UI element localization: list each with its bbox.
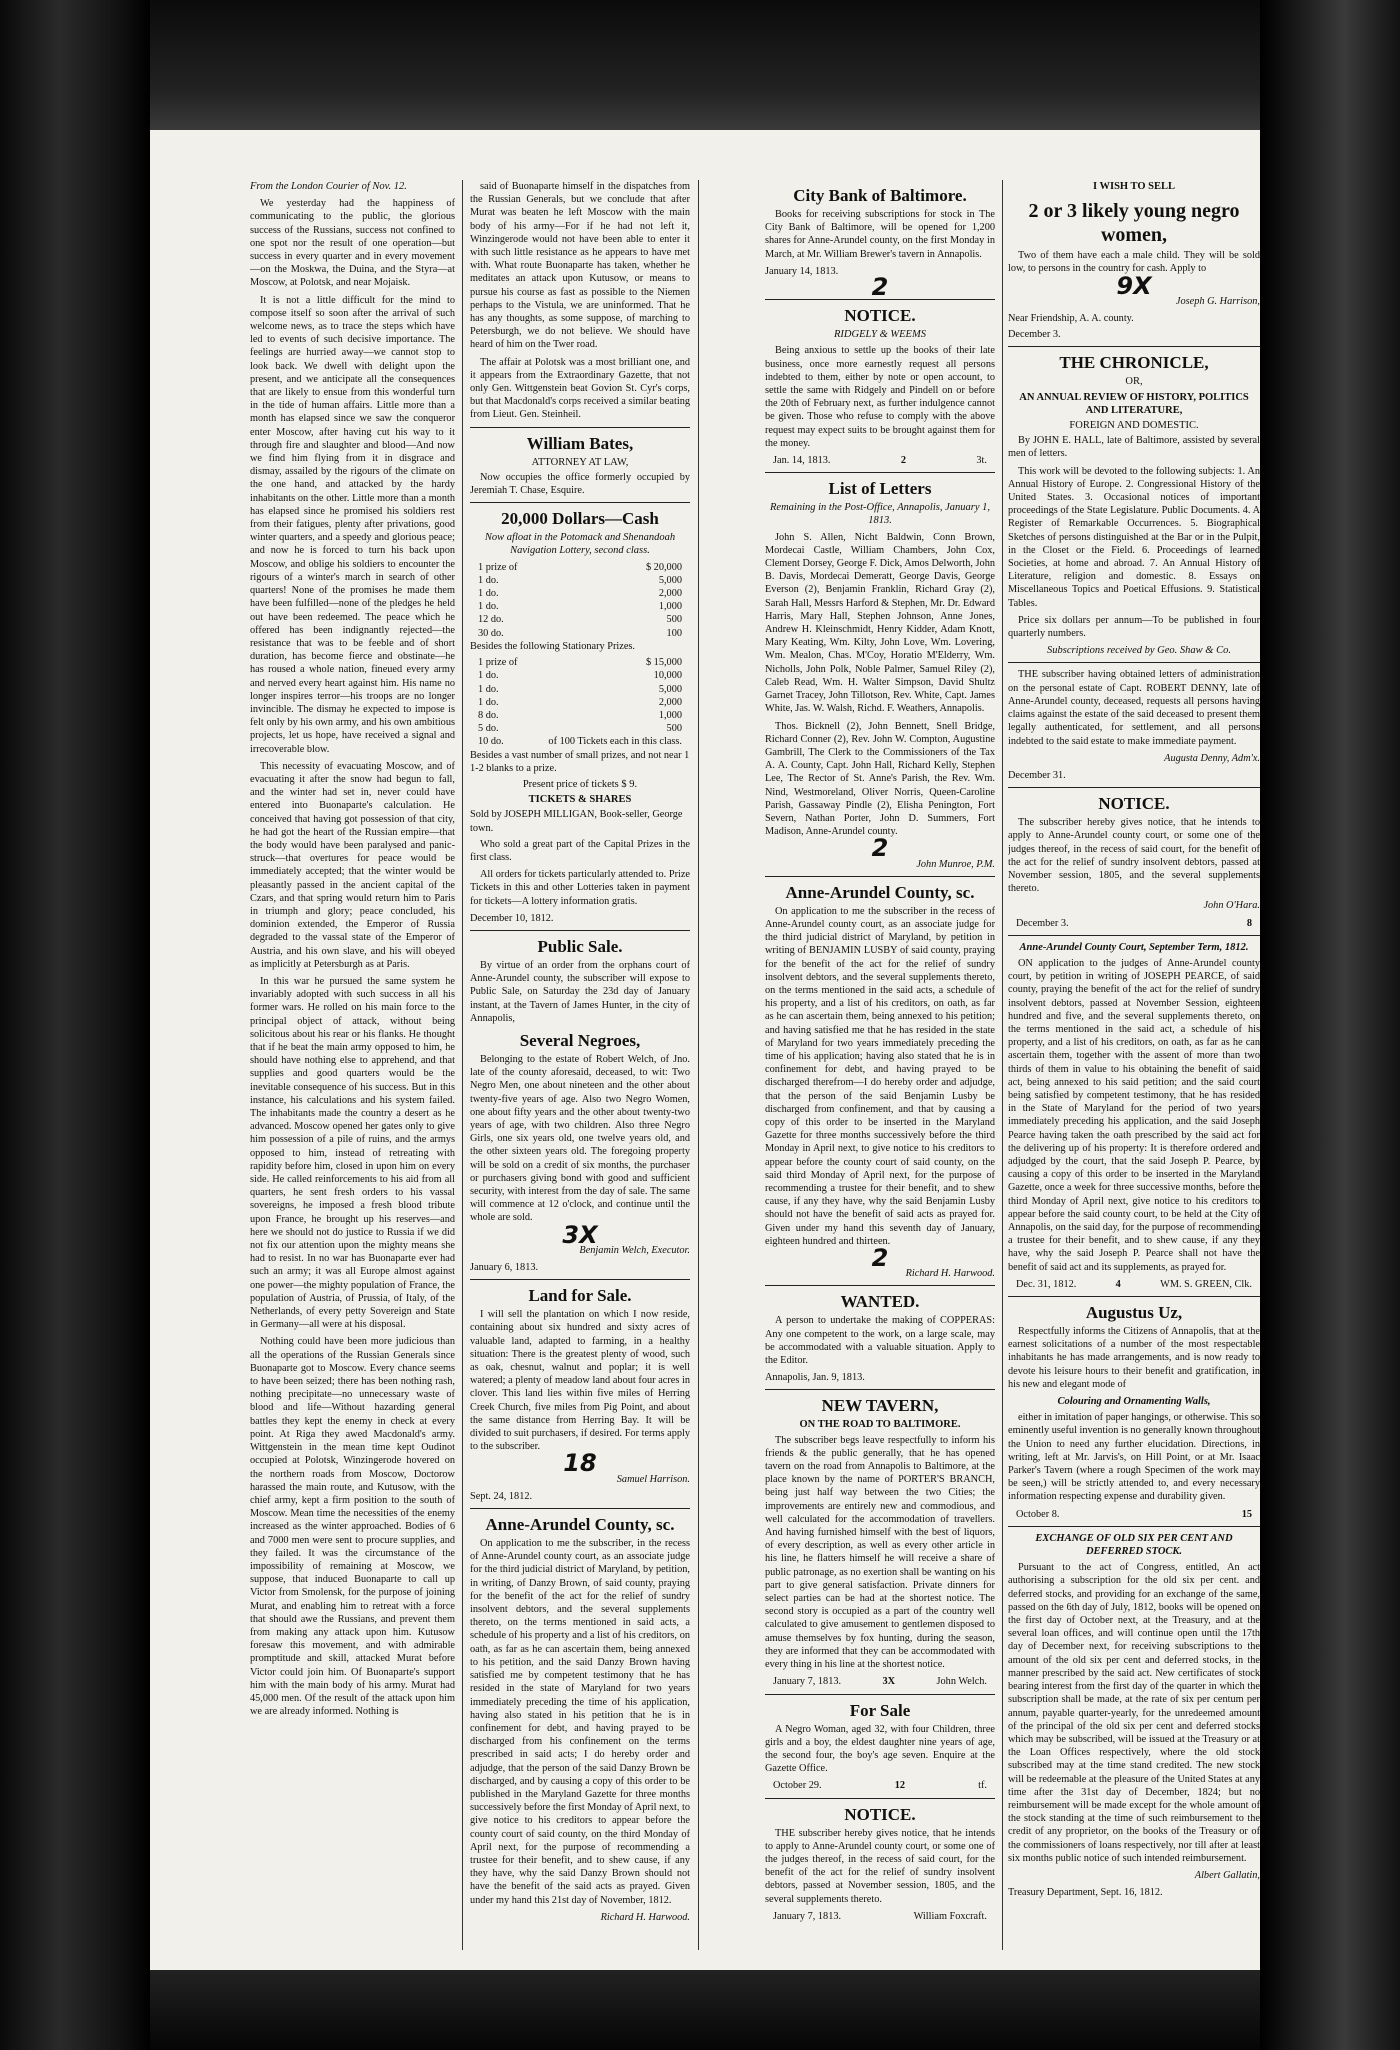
wanted-text: A person to undertake the making of COPPERAS: Any one competent to the work, on a large scale, may be accommodated with a valuable situation. Apply to the Editor. [765,1315,995,1367]
wanted-title: WANTED. [840,1292,920,1312]
sell-place: Near Friendship, A. A. county. [1008,313,1134,325]
prize-row: 1 do. 1,000 [478,601,682,613]
tavern-text: The subscriber begs leave respectfully to inform his friends & the public generally, that he has opened tavern on the road from Annapolis to Baltimore, at the place known by the name of PORTER'S BRANCH, being just half way between the two Cities; the improvements are entirely new and commodious, and well calculated for the accommodation of travellers. And having furnished himself with the best of liquors, of every description, as well as every other article in his line, he flatters himself he will receive a share of public patronage, as no exertion shall be wanting on his part to give general satisfaction. Private dinners for select parties can be had at the shortest notice. The second story is occupied as a part of the country well calculated to give amusement to gentlemen disposed to amuse themselves by fox hunting, during the season, they are informed that they can be accommodated with every thing in his line at the shortest notice. [765,1434,995,1671]
prize-row: 1 prize of $ 20,000 [478,561,682,573]
notice-title: NOTICE. [844,306,916,326]
notice-footer: January 7, 1813. William Foxcraft. [773,1910,987,1922]
ink-mark: 18 [563,1449,597,1478]
land-sale-date: Sept. 24, 1812. [470,1490,533,1502]
uz-text: Respectfully informs the Citizens of Annapolis, that at the earnest solicitations of a number of the most respectable inhabitants he has made arrangements, and is now ready to devote his leisure hours to their benefit and gratification, in his new and elegant mode of [1008,1326,1260,1390]
lottery-subtitle: Now afloat in the Potomack and Shenandoah Navigation Lottery, second class. [484,532,676,557]
exchange-text: Pursuant to the act of Congress, entitled, An act authorising a subscription for the old six per cent. and deferred stocks, and providing for an exchange of the same, passed on the 6th day of July, 1812, books will be opened on the first day of October next, at the Treasury, and at the several loan offices, and will continue open until the 17th day of December next, for receiving subscriptions to the amount of the old six per cent and deferred stocks, in the manner prescribed by the said act. New certificates of stock bearing interest from the first day of the quarter in which the subscription shall be made, at the rate of six per centum per annum, payable quarter-yearly, for the unredeemed amount of the principal of the old six per cent and deferred stocks which may be subscribed, will be issued at the Treasury or at the Loan Offices respectively, where the old stock subscribed may at the time stand credited. The new stock will be redeemable at the pleasure of the United States at any time after the 31st day of December, 1824; but no reimbursement will be made except for the whole amount of the stock standing at the time of such reimbursement to the credit of any proprietor, on the books of the Treasury or of the commissioners of loans respectively, nor till after at least six months public notice of such intended reimbursement. [1008,1562,1260,1864]
uz-footer: October 8. 15 [1016,1508,1252,1520]
divider [1008,662,1260,663]
prize-row: 1 do. 5,000 [478,574,682,586]
notice-text: THE subscriber hereby gives notice, that he intends to apply to Anne-Arundel county court, or some one of the judges thereof, in the recess of said court, for the benefit of the act for the relief of sundry insolvent debtors, passed at November session, 1805, and the several supplements thereto. [765,1827,995,1905]
notice-text: The subscriber hereby gives notice, that he intends to apply to Anne-Arundel county court, or some one of the judges thereof, in the recess of said court, for the benefit of the act for the relief of sundry insolvent debtors, passed at November session, 1805, and the several supplements thereto. [1008,817,1260,895]
bates-text: Now occupies the office formerly occupied by Jeremiah T. Chase, Esquire. [470,471,690,497]
divider [765,876,995,877]
notice-footer: December 3. 8 [1016,917,1252,929]
prize-row: 1 prize of $ 15,000 [478,657,682,669]
sell-date: December 3. [1008,329,1061,341]
letters-title: List of Letters [828,479,932,499]
lottery-sold-by: Sold by JOSEPH MILLIGAN, Book-seller, George town. [470,809,683,834]
article-paragraph: In this war he pursued the same system he invariably adopted with such success in all his former wars. He rolled on his main force to the principal object of attack, without being solicitous about his rear or his flanks. He thought that if he beat the main army opposed to him, he should have nothing else to apprehend, and that supplies and good quarters would be the inevitable consequence of his success. But in this instance, his calculations and his system failed. The inhabitants made the country a desert as he advanced. Moscow opened her gates only to give him possession of a pile of ruins, and the armys opposed to him, instead of retreating with rapidity before him, closed in upon him on every side. He called reinforcements to his aid from all quarters, he sent fresh orders to his vassal sovereigns, he imposed a fresh blood tribute upon France, he brought up his reserves—and here we should not do justice to Russia if we did not fix our attention upon the mighty means she had to resist. In no war has Buonaparte ever had such an army; it was all Europe almost against one power—the mighty population of France, the population of Austria, of Prussia, of Italy, of the Netherlands, of every petty Sovereign and State in Germany—all were at his disposal. [250,975,455,1331]
court-footer: Dec. 31, 1812. 4 WM. S. GREEN, Clk. [1016,1278,1252,1290]
divider [1008,1526,1260,1527]
lottery-tickets-header: TICKETS & SHARES [528,794,632,806]
divider [470,930,690,931]
letters-list: Thos. Bicknell (2), John Bennett, Snell Bridge, Richard Conner (2), Rev. John W. Compton, Augustine Gambrill, The Clerk to the Commissioners of the Tax A. A. County, Capt. John Hall, Richard Kelly, Stephen Lee, The Rector of St. Anne's Parish, the Rev. Wm. Nind, Westmoreland, Oliver Norris, Queen-Caroline Parish, Gassaway Pindle (2), Elisha Penington, Fort Severn, Nathan Porter, John D. Summers, Fort Madison, Anne-Arundel county. [765,720,995,838]
divider [470,502,690,503]
tavern-footer: January 7, 1813. 3X John Welch. [773,1676,987,1688]
public-sale-text: By virtue of an order from the orphans court of Anne-Arundel county, the subscriber will expose to Public Sale, on Saturday the 23d day of January instant, at the Tavern of James Hunter, in the city of Annapolis, [470,959,690,1024]
land-sale-text: I will sell the plantation on which I now reside, containing about six hundred and sixty acres of valuable land, adapted to farming, in a healthy situation: There is the greatest plenty of wood, such as oak, chesnut, walnut and poplar; it is well watered; a plenty of meadow land about four acres in clover. This land lies within five miles of Herring Creek Church, five miles from Pig Point, and about the same distance from Herring Bay. It will be divided to suit purchasers, if desired. For terms apply to the subscriber. [470,1309,690,1453]
ink-mark: 2 [871,273,889,302]
aa-county-title: Anne-Arundel County, sc. [785,882,975,902]
notice-title: NOTICE. [844,1804,916,1824]
column-2 [470,180,690,1950]
uz-title: Augustus Uz, [1085,1303,1183,1323]
book-binding-left [0,0,150,2050]
divider [765,1694,995,1695]
prize-row: 1 do. 2,000 [478,696,682,708]
book-top-edge [150,0,1260,130]
denny-text: THE subscriber having obtained letters of administration on the personal estate of Capt. ROBERT DENNY, late of Anne-Arundel county, deceased, requests all persons having claims against the estate of the said deceased to present them legally authenticated, for settlement, and all persons indebted to the said estate to make immediate payment. [1008,669,1260,747]
article-paragraph: We yesterday had the happiness of communicating to the public, the glorious success of the Russians, success not confined to one spot nor the result of one operation—but success in every quarter and in every movement—on the Moskwa, the Duina, and the Styra—at Moscow, at Polotsk, and near Mojaisk. [250,198,455,289]
ink-mark: 3X [562,1220,598,1249]
lottery-capital: Who sold a great part of the Capital Prizes in the first class. [470,838,690,863]
for-sale-footer: October 29. 12 tf. [773,1780,987,1792]
exchange-place: Treasury Department, Sept. 16, 1812. [1008,1887,1163,1899]
uz-text2: either in imitation of paper hangings, or otherwise. This so eminently useful invention is no generally known throughout the Union to need any further elucidation. Directions, in writing, left at Mr. Jarvis's, on Hill Point, or at Mr. Isaac Parker's Tavern (where a rough Specimen of the work may be seen,) will be strictly attended to, and every necessary information respecting expense and durability given. [1008,1412,1260,1503]
chronicle-title: THE CHRONICLE, [1059,353,1209,373]
lottery-stationary-intro: Besides the following Stationary Prizes. [470,640,636,652]
lottery-price: Present price of tickets $ 9. [522,778,638,790]
aa-county-text: On application to me the subscriber in the recess of Anne-Arundel county court, as an associate judge for the third judicial district of Maryland, by petition in writing of BENJAMIN LUSBY of said county, praying for the benefit of the act for the relief of sundry insolvent debtors, and the several supplements thereto, on the terms mentioned in the said acts, a schedule of his property, and a list of his creditors, on oath, as far as he can ascertain them, being annexed to his petition; and having satisfied me that he has resided in the state of Maryland for two years immediately preceding the time of his application; having also stated that he is in confinement for debt, and having prayed to be discharged therefrom—I do hereby order and adjudge, that the person of the said Benjamin Lusby be discharged from confinement, and that by causing a copy of this order to be inserted in the Maryland Gazette for three months successively before the third Monday in April next, to give notice to his creditors to appear before the county court of said county, on the said third Monday of April next, for the purpose of recommending a trustee for their benefit, and to shew cause, if any they have, why the said Benjamin Lusby should not have the benefit of said acts as prayed for. Given under my hand this seventh day of January, eighteen hundred and thirteen. [765,905,995,1247]
ink-mark: 2 [871,1244,889,1273]
lottery-prize-list [470,561,690,640]
prize-row: 10 do. of 100 Tickets each in this class. [478,736,682,748]
prize-row: 5 do. 500 [478,723,682,735]
article-paragraph: Nothing could have been more judicious than all the operations of the Russian Generals since Buonaparte got to Moscow. Every chance seems to have been seized; there has been nothing rash, nothing precipitate—no unnecessary waste of blood and life—Without hazarding general battles they kept the enemy in check at every point. At Riga they awed Macdonald's army. Wittgenstein in the mean time kept Oudinot occupied at Polotsk, Winzingerode hovered on the northern roads from Moscow, Doctorow harassed the main route, and Kutusow, with the chief army, kept a firm position to the south of Moscow. Mean time the necessities of the enemy increased as the winter approached. Bodies of 6 and 7000 men were sent to procure supplies, and they failed. It was the circumstance of the impossibility of remaining at Moscow, we suppose, that induced Buonaparte to call up Victor from Smolensk, for the purpose of joining Murat, and enabling him to retreat with a force that should awe the Russians, and prevent them from making any attack upon him. Kutusow foresaw this movement, and with admirable promptitude and skill, attacked Murat before Victor could join him. Of Buonaparte's support him with the main body of his army. Murat had 45,000 men. Of the result of the attack upon him we are already informed. Nothing is [250,1336,455,1718]
city-bank-date: January 14, 1813. [765,265,839,277]
aa-county-signature: Richard H. Harwood. [600,1911,690,1923]
divider [470,1508,690,1509]
prize-row: 1 do. 10,000 [478,670,682,682]
notice-footer: Jan. 14, 1813. 2 3t. [773,455,987,467]
source-line: From the London Courier of Nov. 12. [250,181,407,192]
public-sale-signature: Benjamin Welch, Executor. [579,1244,690,1256]
column-rule [1002,180,1003,1950]
tavern-subtitle: ON THE ROAD TO BALTIMORE. [799,1419,961,1431]
lottery-extra: Besides a vast number of small prizes, and not near 1 1-2 blanks to a prize. [470,749,690,774]
chronicle-author: By JOHN E. HALL, late of Baltimore, assisted by several men of letters. [1008,435,1260,460]
public-sale-title: Public Sale. [537,936,623,956]
column-1 [250,180,455,1950]
land-sale-title: Land for Sale. [528,1286,632,1306]
divider [470,427,690,428]
sell-signature: Joseph G. Harrison, [1175,295,1260,307]
city-bank-text: Books for receiving subscriptions for stock in The City Bank of Baltimore, will be opened for 1,200 shares for Anne-Arundel county, on the first Monday in March, at Mr. William Brewer's tavern in Annapolis. [765,209,995,260]
column-rule [698,180,699,1950]
divider [765,1798,995,1799]
divider [1008,1296,1260,1297]
uz-subtitle: Colouring and Ornamenting Walls, [1057,1396,1211,1408]
chronicle-or: OR, [1125,376,1143,388]
court-title: Anne-Arundel County Court, September Term, 1812. [1019,941,1249,953]
ink-mark: 9X [1116,271,1152,300]
divider [765,1285,995,1286]
column-3 [765,180,995,1950]
exchange-title: EXCHANGE OF OLD SIX PER CENT AND DEFERRED STOCK. [1035,1532,1233,1558]
newspaper-page [150,130,1260,1970]
column-4 [1008,180,1260,1950]
notice-text: Being anxious to settle up the books of their late business, once more earnestly request all persons indebted to them, either by note or open account, to settle the same with Ridgely and Pindell on or before the 20th of February next, as further indulgence cannot be given. Those who refuse to comply with the above request may expect suits to be brought against them for the money. [765,345,995,449]
chronicle-subtitle: AN ANNUAL REVIEW OF HISTORY, POLITICS AND LITERATURE, [1019,391,1249,416]
chronicle-subscriptions: Subscriptions received by Geo. Shaw & Co. [1047,645,1231,657]
bates-subtitle: ATTORNEY AT LAW, [531,456,629,468]
divider [470,1279,690,1280]
notice-subtitle: RIDGELY & WEEMS [834,329,926,341]
letters-signature: John Munroe, P.M. [916,858,995,870]
exchange-signature: Albert Gallatin, [1194,1869,1260,1881]
article-paragraph: said of Buonaparte himself in the dispatches from the Russian Generals, but we conclude that after Murat was beaten he left Moscow with the main body of his army—For if he had not left it, Winzingerode would not have been able to enter it with such little resistance as he appears to have met with. What route Buonaparte has taken, whether he meditates an attack upon Kutusow, or means to pursue his course as fast as possible to the Niemen perhaps to the Vistula, we are uninformed. That he has any thoughts, as some suppose, of marching to Petersburgh, we do not believe. We should have heard of him on the Twer road. [470,181,690,351]
lottery-title: 20,000 Dollars—Cash [501,509,659,529]
column-rule [462,180,463,1950]
letters-list: John S. Allen, Nicht Baldwin, Conn Brown, Mordecai Castle, William Chambers, John Cox, Clement Dorsey, George F. Dick, Amos Delworth, John B. Davis, Mordecai Demeratt, George Davis, George Everson (2), Benjamin Franklin, Richard Gray (2), Sarah Hall, Messrs Harford & Stephen, Mr. Dr. Edward Harris, Mary Hall, Stephen Johnson, Anne Jones, Andrew H. Kleinschmidt, Henry Kidder, Adam Knott, Mary Keating, Wm. Kilty, John Love, Wm. Lovering, Wm. Mealon, Chas. M'Coy, Horatio M'Elderry, Wm. Nicholls, John Polk, Noble Palmer, Samuel Riley (2), Caleb Read, Wm. H. Walter Simpson, David Shultz Garnet Tracey, John Tillotson, Rev. White, Capt. James White, Jas. W. Walsh, Richd. F. Weathers, Annapolis. [765,531,995,715]
notice-title: NOTICE. [1098,794,1170,814]
public-sale-text2: Belonging to the estate of Robert Welch, of Jno. late of the county aforesaid, deceased, to wit: Two Negro Men, one about nineteen and the other about twenty-five years of age. Also two Negro Women, one about fifty years and the other about twenty-two years of age, with two children. Also three Negro Girls, one six years old, one twelve years old, and the other sixteen years old. The foregoing property will be sold on a credit of six months, the purchaser or purchasers giving bond with good and sufficient security, with interest from the day of sale. The same will commence at 12 o'clock, and continue until the whole are sold. [470,1053,690,1224]
divider [765,472,995,473]
aa-county-text: On application to me the subscriber, in the recess of Anne-Arundel county court, as an associate judge for the third judicial district of Maryland, by petition, in writing, of Danzy Brown, of said county, praying for the benefit of the act for the relief of sundry insolvent debtors, and the several supplements thereto, on the terms mentioned in said acts, a schedule of his property and a list of his creditors, on oath, as far as he can ascertain them, being annexed to his petition, and the said Danzy Brown having satisfied me by competent testimony that he has resided in the state of Maryland for two years immediately preceding the time of his application, having also stated in his petition that he is in confinement for debt, and having prayed to be discharged from his confinement on the terms prescribed in said acts; I do hereby order and adjudge, that the person of the said Danzy Brown be discharged, and by causing a copy of this order to be published in the Maryland Gazette for three months successively before the first Monday of April next, to give notice to his creditors to appear before the county court of said county, on the third Monday of April next, for the purpose of recommending a trustee for their benefit, and to shew cause, if any they have, why the said Danzy Brown should not have the benefit of the said acts as prayed. Given under my hand this 21st day of November, 1812. [470,1538,690,1906]
land-sale-signature: Samuel Harrison. [616,1473,690,1485]
denny-date: December 31. [1008,769,1066,781]
wanted-date: Annapolis, Jan. 9, 1813. [765,1372,865,1384]
chronicle-subtitle2: FOREIGN AND DOMESTIC. [1069,420,1199,432]
tavern-title: NEW TAVERN, [821,1396,939,1416]
prize-row: 1 do. 2,000 [478,588,682,600]
sell-text: Two of them have each a male child. They will be sold low, to persons in the country for cash. Apply to [1008,250,1260,275]
lottery-date: December 10, 1812. [470,912,554,924]
prize-row: 8 do. 1,000 [478,709,682,721]
sell-headline: 2 or 3 likely young negro women, [1028,200,1240,247]
ink-mark: 2 [871,834,889,863]
divider [1008,346,1260,347]
lottery-stationary-list [470,656,690,748]
book-bottom-edge [150,1970,1260,2050]
public-sale-subhead: Several Negroes, [519,1030,641,1050]
notice-signature: John O'Hara. [1203,900,1260,912]
prize-row: 30 do. 100 [478,627,682,639]
aa-county-title: Anne-Arundel County, sc. [485,1515,675,1535]
sell-title: I WISH TO SELL [1092,181,1175,192]
divider [1008,787,1260,788]
chronicle-price: Price six dollars per annum—To be published in four quarterly numbers. [1008,614,1260,640]
public-sale-date: January 6, 1813. [470,1262,539,1274]
divider [1008,935,1260,936]
article-paragraph: This necessity of evacuating Moscow, and of evacuating it after the snow had begun to fall, and the winter had set in, never could have entered into Buonaparte's calculation. He conceived that having got possession of that city, he had got the heart of the Russian empire—that the body would have been paralysed and panic-struck—that overtures for peace would be immediately accepted; that the winter would be pleasantly passed in the ancient capital of the Czars, and that spring would return him to Paris in triumph and glory; peace concluded, his dominion extended, the Emperor of Russia degraded to the vassal state of the Emperor of Austria, and his own slave, and his will obeyed as implicitly at Petersburgh as at Paris. [250,760,455,970]
article-paragraph: The affair at Polotsk was a most brilliant one, and it appears from the Extraordinary Gazette, that not only Gen. Wittgenstein beat Govion St. Cyr's corps, but that Macdonald's corps received a similar beating from Lieut. Gen. Steinheil. [470,356,690,421]
divider [765,1389,995,1390]
for-sale-text: A Negro Woman, aged 32, with four Children, three girls and a boy, the eldest daughter nine years of age, the second four, the boy's age seven. Enquire at the Gazette Office. [765,1723,995,1775]
aa-county-signature: Richard H. Harwood. [905,1268,995,1280]
for-sale-title: For Sale [849,1700,911,1720]
court-text: ON application to the judges of Anne-Arundel county court, by petition in writing of JOSEPH PEARCE, of said county, praying the benefit of the act for the relief of sundry insolvent debtors, passed at November Session, eighteen hundred and five, and the several supplements thereto, on the terms mentioned in the said act, a schedule of his property, and a list of his creditors, on oath, as far as he can ascertain them, together with the assent of more than two thirds of them in value to his obtaining the benefit of said act, being annexed to his said petition; and the said court being satisfied by competent testimony, that he has resided in the State of Maryland for the period of two years immediately preceding his application, and the said Joseph Pearce having taken the oath prescribed by the said act for the delivering up of his property: It is therefore ordered and adjudged by the court, that the said Joseph P. Pearce, by causing a copy of this order to be inserted in the Maryland Gazette, once a week for three successive months, before the third Monday of April next, give notice to his creditors to appear before the said county court, to be held at the City of Annapolis, on the said day, for the purpose of recommending a trustee for their benefit, and to shew cause, if any they have, why the said Joseph P. Pearce shall not have the benefit of said act and its supplements, as prayed for. [1008,957,1260,1273]
book-binding-right [1260,0,1400,2050]
lottery-orders: All orders for tickets particularly attended to. Prize Tickets in this and other Lotteries taken in payment for tickets—A lottery information gratis. [470,869,690,907]
bates-title: William Bates, [526,433,634,453]
denny-signature: Augusta Denny, Adm'x. [1164,752,1260,764]
article-paragraph: It is not a little difficult for the mind to compose itself so soon after the arrival of such welcome news, as to trace the steps which have led to events of such decisive importance. The feelings are hurried away—we cannot stop to look back. We dwell with delight upon the present, and we anticipate all the consequences that are likely to ensue from this wonderful turn in the tide of human affairs. Little more than a month has elapsed since we saw the conqueror enter Moscow, after having cut his way to it through fire and slaughter and blood—And now we find him flying from it in disgrace and dismay, assailed by the rigours of the climate on the one hand, and attacked by the hardy inhabitants on the other. Little more than a month has elapsed since he promised his soldiers rest from their fatigues, plenty after privations, good winter quarters, and a speedy and glorious peace; and now he is forced to turn his back upon Moscow, and oblige his soldiers to encounter the rigours of a winter's march in search of other quarters! None of the promises he made them have been fulfilled—none of the pledges he held out have been redeemed. The peace which he offered has been indignantly rejected—the resistance that was to be feeble and of short duration, has become fierce and obstinate—he has roused a whole nation, fineued every army and nerved every heart against him. His name no longer inspires terror—his troops are no longer invincible. The dismay he expected to impose is felt only by his own army, and his own ambitious projects, let us hope, have received a signal and irrecoverable blow. [250,294,455,755]
prize-row: 12 do. 500 [478,614,682,626]
chronicle-text: This work will be devoted to the following subjects: 1. An Annual History of Europe. 2. Congressional History of the United States. 3. Occasional notices of important proceedings of the State Legislature. Public Documents. 4. A Register of Remarkable Occurrences. 5. Biographical Sketches of persons distinguished at the Bar or in the Pulpit, in the Closet or the Field. 6. Proceedings of learned Societies, at home and abroad. 7. An Annual History of Literature, religion and domestic. 8. Essays on Miscellaneous Topics and Poetical Effusions. 9. Statistical Tables. [1008,465,1260,609]
letters-subtitle: Remaining in the Post-Office, Annapolis, January 1, 1813. [770,502,990,527]
city-bank-title: City Bank of Baltimore. [793,186,967,205]
prize-row: 1 do. 5,000 [478,683,682,695]
